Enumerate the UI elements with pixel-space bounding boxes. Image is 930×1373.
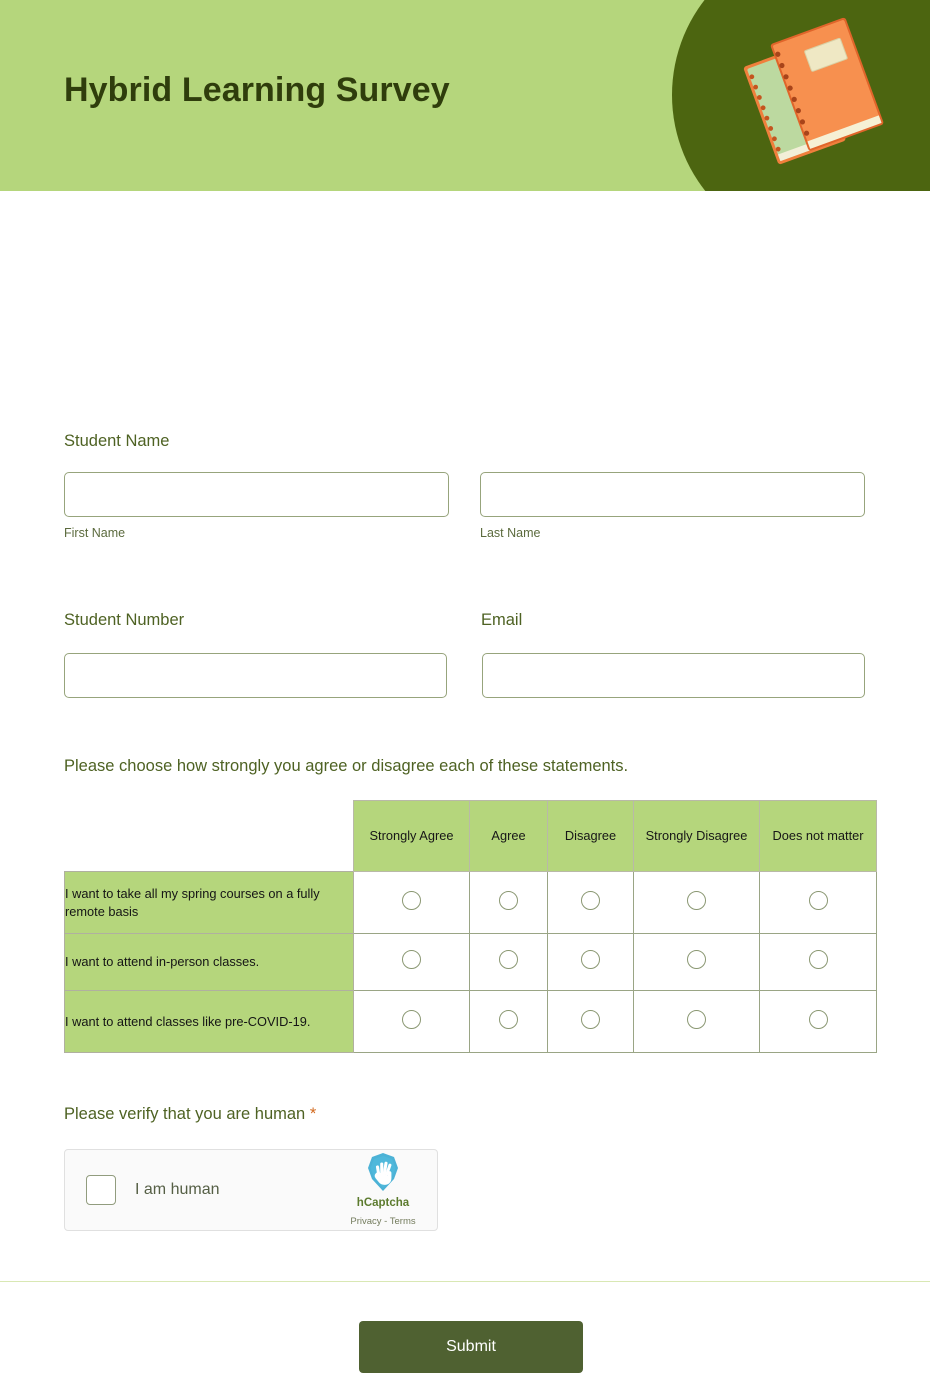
radio-2-0[interactable] xyxy=(402,1010,421,1029)
hcaptcha-brand-name: hCaptcha xyxy=(356,1196,410,1209)
matrix-cell-2-4[interactable] xyxy=(760,991,877,1053)
notebooks-icon xyxy=(732,12,912,182)
email-input[interactable] xyxy=(482,653,865,698)
first-name-input[interactable] xyxy=(64,472,449,517)
matrix-cell-0-3[interactable] xyxy=(634,872,760,934)
matrix-column-header-strongly-agree: Strongly Agree xyxy=(354,801,470,872)
email-wrapper xyxy=(482,653,865,698)
matrix-cell-2-2[interactable] xyxy=(548,991,634,1053)
hcaptcha-branding xyxy=(342,1152,424,1229)
matrix-row-label-1: I want to attend in-person classes. xyxy=(65,934,354,991)
matrix-cell-0-0[interactable] xyxy=(354,872,470,934)
radio-0-4[interactable] xyxy=(809,891,828,910)
matrix-row-label-2: I want to attend classes like pre-COVID-19. xyxy=(65,991,354,1053)
radio-2-3[interactable] xyxy=(687,1010,706,1029)
radio-1-0[interactable] xyxy=(402,950,421,969)
radio-1-1[interactable] xyxy=(499,950,518,969)
hcaptcha-privacy-terms-links[interactable]: Privacy - Terms xyxy=(350,1215,416,1227)
first-name-sub-label: First Name xyxy=(64,526,126,540)
radio-0-3[interactable] xyxy=(687,891,706,910)
matrix-column-header-agree: Agree xyxy=(470,801,548,872)
radio-2-1[interactable] xyxy=(499,1010,518,1029)
student-number-label: Student Number xyxy=(64,611,185,629)
student-number-input[interactable] xyxy=(64,653,447,698)
student-number-wrapper xyxy=(64,653,447,698)
footer-divider xyxy=(0,1281,930,1282)
last-name-input[interactable] xyxy=(480,472,865,517)
hcaptcha-hand-icon xyxy=(363,1152,403,1192)
radio-0-0[interactable] xyxy=(402,891,421,910)
first-name-wrapper xyxy=(64,472,449,540)
hcaptcha-widget[interactable] xyxy=(64,1149,438,1231)
matrix-cell-1-3[interactable] xyxy=(634,934,760,991)
matrix-cell-1-2[interactable] xyxy=(548,934,634,991)
matrix-column-header-disagree: Disagree xyxy=(548,801,634,872)
table-row xyxy=(65,872,877,934)
page-title: Hybrid Learning Survey xyxy=(64,71,450,109)
last-name-wrapper xyxy=(480,472,865,540)
matrix-question-text: Please choose how strongly you agree or disagree each of these statements. xyxy=(64,757,629,775)
matrix-column-header-does-not-matter: Does not matter xyxy=(760,801,877,872)
matrix-cell-1-0[interactable] xyxy=(354,934,470,991)
student-name-label: Student Name xyxy=(64,432,170,450)
matrix-cell-1-4[interactable] xyxy=(760,934,877,991)
matrix-cell-1-1[interactable] xyxy=(470,934,548,991)
radio-2-4[interactable] xyxy=(809,1010,828,1029)
radio-1-3[interactable] xyxy=(687,950,706,969)
last-name-sub-label: Last Name xyxy=(480,526,541,540)
required-marker: * xyxy=(309,1105,317,1123)
radio-2-2[interactable] xyxy=(581,1010,600,1029)
captcha-question-label xyxy=(64,1105,316,1124)
table-row xyxy=(65,991,877,1053)
hcaptcha-checkbox[interactable] xyxy=(86,1175,116,1205)
hcaptcha-checkbox-label: I am human xyxy=(135,1181,220,1198)
matrix-cell-2-1[interactable] xyxy=(470,991,548,1053)
matrix-cell-2-0[interactable] xyxy=(354,991,470,1053)
matrix-header-row xyxy=(65,801,877,872)
radio-1-4[interactable] xyxy=(809,950,828,969)
matrix-cell-0-4[interactable] xyxy=(760,872,877,934)
captcha-label-text: Please verify that you are human xyxy=(64,1105,306,1123)
matrix-corner-cell xyxy=(65,801,354,872)
matrix-column-header-strongly-disagree: Strongly Disagree xyxy=(634,801,760,872)
matrix-cell-0-1[interactable] xyxy=(470,872,548,934)
email-label: Email xyxy=(481,611,523,629)
submit-button[interactable]: Submit xyxy=(359,1321,583,1373)
radio-0-1[interactable] xyxy=(499,891,518,910)
likert-matrix-table xyxy=(64,800,877,1053)
matrix-row-label-0: I want to take all my spring courses on a fully remote basis xyxy=(65,872,354,934)
matrix-cell-2-3[interactable] xyxy=(634,991,760,1053)
radio-0-2[interactable] xyxy=(581,891,600,910)
matrix-cell-0-2[interactable] xyxy=(548,872,634,934)
page-header-banner xyxy=(0,0,930,191)
radio-1-2[interactable] xyxy=(581,950,600,969)
table-row xyxy=(65,934,877,991)
